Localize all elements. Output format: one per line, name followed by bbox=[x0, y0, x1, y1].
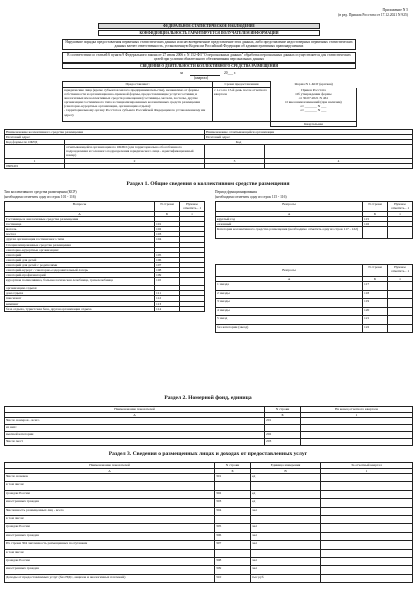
submitters-col-when: Сроки предоставления bbox=[213, 82, 271, 88]
col-line-no: N строки bbox=[363, 265, 388, 277]
row-label: база отдыха, туристская база, другая организация отдыха bbox=[5, 306, 155, 311]
row-number: 109 bbox=[155, 273, 180, 278]
row-number bbox=[363, 227, 388, 239]
row-number: 302 bbox=[215, 490, 251, 498]
table-row bbox=[5, 418, 413, 425]
table-row bbox=[5, 425, 413, 432]
row-number bbox=[215, 516, 251, 524]
value-cell[interactable] bbox=[321, 507, 413, 515]
table-row bbox=[5, 532, 413, 540]
section1-right-head1: Период функционирования bbox=[215, 190, 257, 194]
category-table bbox=[215, 264, 413, 333]
row-number: 101 bbox=[155, 222, 180, 227]
row-label: в том числе: bbox=[5, 549, 215, 557]
row-label: санаторно-курортные организации: bbox=[5, 247, 155, 252]
submitters-when: с 1-го по 15-й день после отчетного квартала bbox=[213, 88, 271, 122]
col-indicator: Наименование показателей bbox=[5, 407, 265, 413]
row-label: Гостиницы и аналогичные средства размещения bbox=[5, 217, 155, 222]
row-label: курортная поликлиника, бальнеологическая лечебница, грязелечебница bbox=[5, 278, 155, 286]
row-mark-cell[interactable] bbox=[388, 290, 413, 299]
value-cell[interactable] bbox=[321, 541, 413, 549]
row-label: Из строки 304 численность размещенных по путевкам bbox=[5, 541, 215, 549]
row-number: 117 bbox=[363, 282, 388, 291]
table-row bbox=[5, 507, 413, 515]
value-cell[interactable] bbox=[321, 490, 413, 498]
row-number bbox=[215, 482, 251, 490]
okpo-label: отчитывающейся организации по ОКПО (для территориально обособленного подразделения и головного подразделения юридического лица - идентификационный номер) bbox=[65, 145, 205, 158]
col-indicator: Наименование показателей bbox=[5, 463, 215, 469]
row-number: 305 bbox=[215, 524, 251, 532]
row-label: гостиница bbox=[5, 222, 155, 227]
row-label: Число ночевок bbox=[5, 474, 215, 482]
col-letter: А bbox=[216, 212, 363, 217]
value-cell[interactable] bbox=[321, 558, 413, 566]
row-label: граждан России bbox=[5, 524, 215, 532]
col-mark: Нужное отметить - 1 bbox=[388, 202, 413, 212]
col-letter: 1 bbox=[388, 212, 413, 217]
row-unit: чел bbox=[251, 507, 321, 515]
value-cell[interactable] bbox=[321, 474, 413, 482]
table-row bbox=[216, 227, 413, 239]
col-line-no: N строки bbox=[265, 407, 301, 413]
ksr-type-table bbox=[4, 201, 205, 312]
guests-income-table bbox=[4, 462, 413, 583]
table-row bbox=[216, 282, 413, 291]
value-cell bbox=[321, 549, 413, 557]
quarter-caption: (квартал) bbox=[194, 76, 209, 80]
row-unit: чел bbox=[251, 566, 321, 574]
value-cell[interactable] bbox=[321, 524, 413, 532]
row-unit bbox=[251, 482, 321, 490]
row-number: 306 bbox=[215, 532, 251, 540]
row-number: 105 bbox=[155, 252, 180, 257]
period-table bbox=[215, 201, 413, 239]
row-label: иностранных граждан bbox=[5, 499, 215, 507]
table-row bbox=[5, 482, 413, 490]
col-letter: Б bbox=[265, 413, 301, 418]
okpo-value-cell[interactable] bbox=[65, 163, 205, 168]
table-row bbox=[5, 574, 413, 582]
col-questions: Вопросы bbox=[5, 202, 155, 212]
row-label: санаторий для детей bbox=[5, 257, 155, 262]
row-mark-cell[interactable] bbox=[388, 307, 413, 316]
row-label: Категория коллективного средства размещения (необходимо отметить одну из строк 117 - 122) bbox=[216, 227, 363, 239]
row-number: 201 bbox=[265, 418, 301, 425]
col-questions: Вопросы bbox=[216, 265, 363, 277]
submitters-table bbox=[62, 81, 357, 127]
value-cell[interactable] bbox=[301, 432, 413, 439]
col-letter: В bbox=[251, 469, 321, 474]
row-number: 120 bbox=[363, 307, 388, 316]
value-cell bbox=[321, 482, 413, 490]
row-label: круглый год bbox=[216, 217, 363, 222]
col-line-no: N строки bbox=[215, 463, 251, 469]
row-number: 304 bbox=[215, 507, 251, 515]
row-unit: чел bbox=[251, 558, 321, 566]
row-number: 107 bbox=[155, 262, 180, 267]
row-label: кемпинг bbox=[5, 301, 155, 306]
table-row bbox=[216, 307, 413, 316]
row-unit: ед bbox=[251, 499, 321, 507]
row-number: 118 bbox=[363, 290, 388, 299]
period-za: за bbox=[180, 71, 184, 75]
row-label: высшей категории bbox=[5, 432, 265, 439]
post-address2-label: Почтовый адрес bbox=[205, 135, 413, 140]
period-year: 20___ г. bbox=[224, 71, 236, 75]
col-end-quarter: На конец отчетного квартала bbox=[301, 407, 413, 413]
table-row bbox=[5, 439, 413, 446]
row-mark-cell[interactable] bbox=[180, 306, 205, 311]
row-label: 2 звезды bbox=[216, 290, 363, 299]
col-num-3: 3 bbox=[205, 158, 265, 163]
row-number: 102 bbox=[155, 227, 180, 232]
row-label: в том числе: bbox=[5, 482, 215, 490]
table-row bbox=[5, 558, 413, 566]
row-mark-cell bbox=[388, 227, 413, 239]
col-mark: Нужное отметить - 1 bbox=[388, 265, 413, 277]
row-label: Число номеров - всего bbox=[5, 418, 265, 425]
row-number: 103 bbox=[155, 232, 180, 237]
col-letter: А bbox=[5, 469, 215, 474]
row-number: 309 bbox=[215, 566, 251, 574]
row-label: граждан России bbox=[5, 558, 215, 566]
okud-label: Код формы по ОКУД bbox=[5, 140, 65, 145]
row-label: 4 звезды bbox=[216, 307, 363, 316]
row-label: пансионат bbox=[5, 296, 155, 301]
ksr-name-label: Наименование коллективного средства размещения bbox=[5, 130, 205, 135]
col-letter: 1 bbox=[321, 469, 413, 474]
col-unit: Единица измерения bbox=[251, 463, 321, 469]
row-label: мотель bbox=[5, 227, 155, 232]
row-number: 108 bbox=[155, 268, 180, 273]
table-row bbox=[5, 474, 413, 482]
row-unit: ед bbox=[251, 474, 321, 482]
col-num-1: 1 bbox=[5, 158, 65, 163]
table-row bbox=[216, 316, 413, 325]
law-notice: В соответствии со статьей 6 пункта 9 Федерального закона от 27 июля 2006 г. N 152-ФЗ "О персональных данных" обработка персональных данных осуществляется для статистических целей при условии обязательного обезличивания персональных данных bbox=[62, 52, 356, 63]
observation-banner: ФЕДЕРАЛЬНОЕ СТАТИСТИЧЕСКОЕ НАБЛЮДЕНИЕ bbox=[98, 23, 320, 29]
room-stock-table bbox=[4, 406, 413, 446]
table-row bbox=[5, 306, 205, 311]
value-cell bbox=[301, 425, 413, 432]
value-cell[interactable] bbox=[301, 439, 413, 446]
col-mark: Нужное отметить - 1 bbox=[180, 202, 205, 212]
value-cell bbox=[321, 516, 413, 524]
row-number: 112 bbox=[155, 296, 180, 301]
row-mark-cell[interactable] bbox=[180, 278, 205, 286]
code-cell-4[interactable] bbox=[265, 163, 413, 168]
row-unit: чел bbox=[251, 532, 321, 540]
row-label: граждан России bbox=[5, 490, 215, 498]
code-cell-3[interactable] bbox=[205, 163, 265, 168]
value-cell[interactable] bbox=[321, 499, 413, 507]
submitters-who: юридические лица (кроме субъектов малого предпринимательства), независимо от формы собственности и организационно-правовой формы, предоставляющие услуги гостиниц и аналогичных им коллективных средств размещения (гостиницы, мотели, хостелы, другие организации гостиничного типа и специализированных коллективных средств размещения (санаторно-курортные организации, организации отдыха): - территориальному органу Росстата в субъекте Российской Федерации по установленному им адресу bbox=[63, 88, 213, 122]
table-row bbox=[5, 524, 413, 532]
table-row bbox=[216, 290, 413, 299]
order-block: Приказ Росстата Об утверждении формы от 30.07.2021 N 461 О внесении изменений (при наличии) от _______ N ___ от _______ N ___ bbox=[271, 88, 357, 122]
table-row bbox=[5, 549, 413, 557]
row-label: 3 звезды bbox=[216, 299, 363, 308]
row-number: 202 bbox=[265, 432, 301, 439]
confidentiality-banner: КОНФИДЕНЦИАЛЬНОСТЬ ГАРАНТИРУЕТСЯ ПОЛУЧАТЕЛЕМ ИНФОРМАЦИИ bbox=[98, 30, 320, 36]
period-type: Квартальная bbox=[271, 122, 357, 127]
table-row bbox=[5, 566, 413, 574]
row-label: иностранных граждан bbox=[5, 532, 215, 540]
table-row bbox=[5, 541, 413, 549]
value-cell[interactable] bbox=[321, 566, 413, 574]
row-label: 1 звезда bbox=[216, 282, 363, 291]
table-row bbox=[5, 278, 205, 286]
row-number: 119 bbox=[363, 299, 388, 308]
col-letter: А bbox=[5, 212, 155, 217]
row-number bbox=[265, 425, 301, 432]
row-label: Специализированные средства размещения bbox=[5, 242, 155, 247]
post-address-label: Почтовый адрес bbox=[5, 135, 205, 140]
col-num-4: 4 bbox=[265, 158, 413, 163]
row-number: 104 bbox=[155, 237, 180, 242]
col-letter: Б bbox=[363, 212, 388, 217]
row-label: Численность размещенных лиц - всего bbox=[5, 507, 215, 515]
table-row bbox=[5, 490, 413, 498]
submitters-col-who: Предоставляют: bbox=[63, 82, 213, 88]
row-unit: тыс руб bbox=[251, 574, 321, 582]
row-number: 116 bbox=[363, 222, 388, 227]
row-number: 111 bbox=[155, 291, 180, 296]
okud-value: 0609401 bbox=[5, 163, 65, 168]
col-letter: А bbox=[5, 413, 265, 418]
row-number: 110 bbox=[155, 278, 180, 286]
row-number: 113 bbox=[155, 301, 180, 306]
violation-notice: Нарушение порядка предоставления первичных статистических данных или несвоевременное представление этих данных, либо представление недостоверных первичных статистических данных влечет ответственность, установленную Кодексом Российской Федерации об административных правонарушениях bbox=[62, 39, 356, 50]
code-header: Код bbox=[65, 140, 413, 145]
section1-title: Раздел 1. Общие сведения о коллективном средстве размещения bbox=[126, 181, 290, 187]
section1-left-head1: Тип коллективного средства размещения (КСР) bbox=[4, 190, 77, 194]
value-cell[interactable] bbox=[301, 418, 413, 425]
appendix-note: (в ред. Приказа Росстата от 17.12.2021 N 925) bbox=[338, 13, 408, 17]
row-label: хостел bbox=[5, 232, 155, 237]
row-label: из них: bbox=[5, 425, 265, 432]
section2-title: Раздел 2. Номерной фонд, единица bbox=[164, 395, 252, 401]
row-number: 121 bbox=[363, 316, 388, 325]
row-label: санаторий-курорт / санаторно-оздоровительный лагерь bbox=[5, 268, 155, 273]
row-label: другая организация гостиничного типа bbox=[5, 237, 155, 242]
row-unit bbox=[251, 549, 321, 557]
col-line-no: N строки bbox=[155, 202, 180, 212]
row-label: иностранных граждан bbox=[5, 566, 215, 574]
row-mark-cell[interactable] bbox=[388, 299, 413, 308]
row-number: 203 bbox=[265, 439, 301, 446]
section1-left-head2: (необходимо отметить одну из строк 101 - 116) bbox=[4, 195, 76, 199]
row-label: сезонный bbox=[216, 222, 363, 227]
row-unit: чел bbox=[251, 524, 321, 532]
row-number: 115 bbox=[363, 217, 388, 222]
row-mark-cell[interactable] bbox=[388, 316, 413, 325]
row-label: без категории (звезд) bbox=[216, 324, 363, 333]
org-table bbox=[4, 129, 413, 169]
value-cell[interactable] bbox=[321, 574, 413, 582]
row-number: 114 bbox=[155, 306, 180, 311]
col-num-2: 2 bbox=[65, 158, 205, 163]
table-row bbox=[216, 299, 413, 308]
table-row bbox=[5, 516, 413, 524]
row-label: организации отдыха: bbox=[5, 286, 155, 291]
row-label: санаторий bbox=[5, 252, 155, 257]
resp-org-label: Наименование отчитывающейся организации bbox=[205, 130, 413, 135]
section3-title: Раздел 3. Сведения о размещенных лицах и доходах от предоставленных услуг bbox=[108, 451, 308, 457]
row-number: Б bbox=[363, 277, 388, 282]
row-label: 5 звезд bbox=[216, 316, 363, 325]
table-row bbox=[5, 432, 413, 439]
table-row bbox=[216, 324, 413, 333]
form-title: СВЕДЕНИЯ О ДЕЯТЕЛЬНОСТИ КОЛЛЕКТИВНОГО СРЕДСТВА РАЗМЕЩЕНИЯ bbox=[62, 63, 356, 69]
section1-right-head2: (необходимо отметить одну из строк 115 - 116) bbox=[215, 195, 287, 199]
col-letter: 1 bbox=[388, 277, 413, 282]
row-label: А bbox=[216, 277, 363, 282]
row-number: 308 bbox=[215, 558, 251, 566]
col-quarter: За отчетный квартал bbox=[321, 463, 413, 469]
row-number: 301 bbox=[215, 474, 251, 482]
row-number: 106 bbox=[155, 257, 180, 262]
row-label: санаторий для детей с родителями bbox=[5, 262, 155, 267]
row-number bbox=[215, 549, 251, 557]
row-label: санаторий-профилакторий bbox=[5, 273, 155, 278]
row-number: 122 bbox=[363, 324, 388, 333]
row-number: 307 bbox=[215, 541, 251, 549]
row-number: 303 bbox=[215, 499, 251, 507]
col-line-no: N строки bbox=[363, 202, 388, 212]
col-letter: 1 bbox=[180, 212, 205, 217]
row-mark-cell[interactable] bbox=[388, 282, 413, 291]
col-questions: Вопросы bbox=[216, 202, 363, 212]
row-label: Доходы от предоставляемых услуг (без НДС, акцизов и аналогичных платежей) bbox=[5, 574, 215, 582]
row-unit: чел bbox=[251, 541, 321, 549]
value-cell[interactable] bbox=[321, 532, 413, 540]
appendix-label: Приложение N 5 bbox=[382, 8, 408, 12]
row-unit: ед bbox=[251, 490, 321, 498]
row-number: 310 bbox=[215, 574, 251, 582]
col-letter: 1 bbox=[301, 413, 413, 418]
row-label: дом отдыха bbox=[5, 291, 155, 296]
table-row bbox=[5, 499, 413, 507]
row-unit bbox=[251, 516, 321, 524]
col-letter: Б bbox=[155, 212, 180, 217]
row-label: Число мест bbox=[5, 439, 265, 446]
col-letter: Б bbox=[215, 469, 251, 474]
form-number: Форма N 1-КСР (краткая) bbox=[294, 81, 333, 86]
row-label: в том числе: bbox=[5, 516, 215, 524]
row-mark-cell[interactable] bbox=[388, 324, 413, 333]
